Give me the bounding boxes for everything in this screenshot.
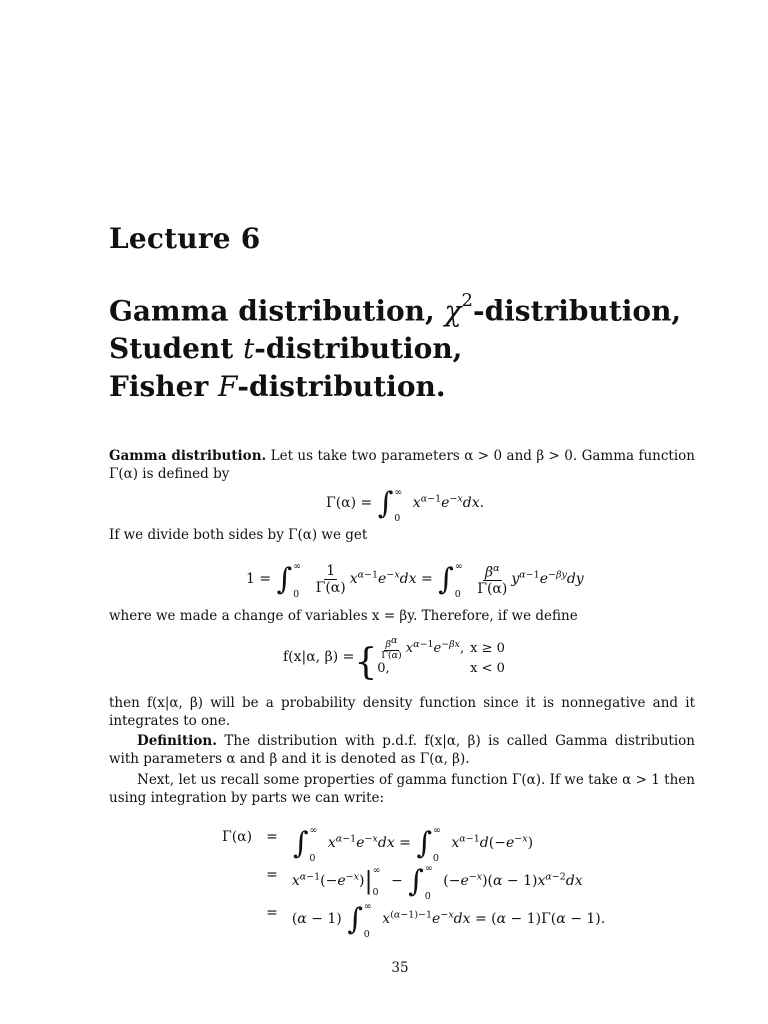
- integral-sign: ∫: [276, 562, 293, 597]
- integral-upper-limit: ∞: [454, 561, 463, 572]
- equation-integration-by-parts: [222, 818, 606, 940]
- equation-lhs: f(x|α, β) =: [283, 648, 355, 665]
- integral-upper-limit: ∞: [394, 487, 403, 498]
- integrand: $y^{\alpha-1}e^{-\beta y}dy$: [511, 569, 584, 587]
- chapter-title: [109, 286, 709, 406]
- title-text: -distribution,: [472, 294, 682, 328]
- equals-sign: =: [266, 905, 278, 921]
- left-brace: {: [354, 642, 378, 684]
- paragraph-gamma-intro: [109, 447, 695, 483]
- page-number: 35: [391, 960, 409, 976]
- equation-normalization: [246, 556, 584, 600]
- equation-lhs: 1 =: [246, 571, 272, 587]
- case-2-value: 0,: [377, 661, 390, 677]
- case-2-condition: x < 0: [470, 661, 505, 677]
- fraction: $\frac{\beta^\alpha}{\Gamma(\alpha)}$: [477, 562, 508, 598]
- integral-upper-limit: ∞: [293, 561, 302, 572]
- paragraph-pdf: then f(x|α, β) will be a probability density function since it is nonnegative and it integrates to one.: [109, 695, 695, 729]
- equation-gamma-function: [326, 480, 485, 524]
- t-symbol: t: [242, 332, 255, 366]
- lecture-number: Lecture 6: [109, 222, 261, 255]
- title-line-2: [109, 330, 709, 368]
- integral-lower-limit: 0: [394, 513, 401, 524]
- title-text: Student: [109, 332, 243, 366]
- paragraph-heading: Gamma distribution.: [109, 448, 267, 464]
- case-1-condition: x ≥ 0: [470, 640, 505, 656]
- title-line-3: [109, 368, 709, 406]
- equation-lhs: Γ(α) =: [326, 495, 373, 511]
- title-text: Fisher: [109, 370, 218, 404]
- paragraph-properties: Next, let us recall some properties of gamma function Γ(α). If we take α > 1 then using integration by parts we can write:: [109, 772, 695, 806]
- integrand: $x^{\alpha-1}e^{-x}dx$.: [412, 493, 485, 511]
- fraction-numerator: $\beta^\alpha$: [485, 562, 500, 581]
- title-text: -distribution,: [254, 332, 463, 366]
- integral-sign: ∫: [438, 562, 454, 597]
- cases-table: [377, 636, 511, 677]
- paragraph-text: Let us take two parameters α > 0 and β > 0. Gamma function Γ(α) is defined by: [109, 448, 695, 482]
- paragraph-text: The distribution with p.d.f. f(x|α, β) is called Gamma distribution with parameters α and β and it is denoted as Γ(α, β).: [109, 733, 695, 767]
- equals-sign: =: [266, 867, 278, 883]
- title-text: Gamma distribution,: [109, 294, 445, 328]
- equals-sign: =: [266, 829, 278, 845]
- equation-pdf-definition: [283, 635, 511, 684]
- integral-lower-limit: 0: [293, 589, 300, 600]
- paragraph-divide: If we divide both sides by Γ(α) we get: [109, 527, 368, 543]
- paragraph-definition: [109, 732, 695, 768]
- equals-sign: =: [420, 571, 433, 587]
- align-row-3: (α − 1) $\int^\infty_0$ $x^{(\alpha-1)-1}e^{-x}dx = (\alpha - 1)\Gamma(\alpha - 1)$.: [291, 900, 606, 940]
- align-lhs: Γ(α): [222, 829, 253, 845]
- align-row-1: $\int^\infty_0$ $x^{\alpha-1}e^{-x}dx = \int^\infty_0$ $x^{\alpha-1}d(-e^{-x})$: [292, 824, 534, 864]
- integral-sign: ∫: [377, 486, 394, 521]
- title-line-1: [109, 286, 709, 330]
- chi-symbol: χ: [444, 294, 462, 328]
- case-1-value: $\frac{\beta^\alpha}{\Gamma(\alpha)}$ $x^{\alpha-1}e^{-\beta x}$,: [381, 635, 465, 662]
- integral-lower-limit: 0: [454, 589, 461, 600]
- f-symbol: F: [217, 370, 238, 404]
- title-text: -distribution.: [237, 370, 446, 404]
- align-row-2: $x^{\alpha-1}(-e^{-x})|^\infty_0 - \int^\infty_0$ $(-e^{-x})(\alpha - 1)x^{\alpha-2}dx$: [291, 862, 583, 902]
- paragraph-change-of-variables: where we made a change of variables x = βy. Therefore, if we define: [109, 608, 578, 624]
- integrand: $x^{\alpha-1}e^{-x}dx$: [349, 569, 417, 587]
- chi-superscript: 2: [461, 290, 473, 311]
- paragraph-heading: Definition.: [137, 733, 217, 749]
- fraction: $\frac{1}{\Gamma(\alpha)}$: [315, 562, 346, 596]
